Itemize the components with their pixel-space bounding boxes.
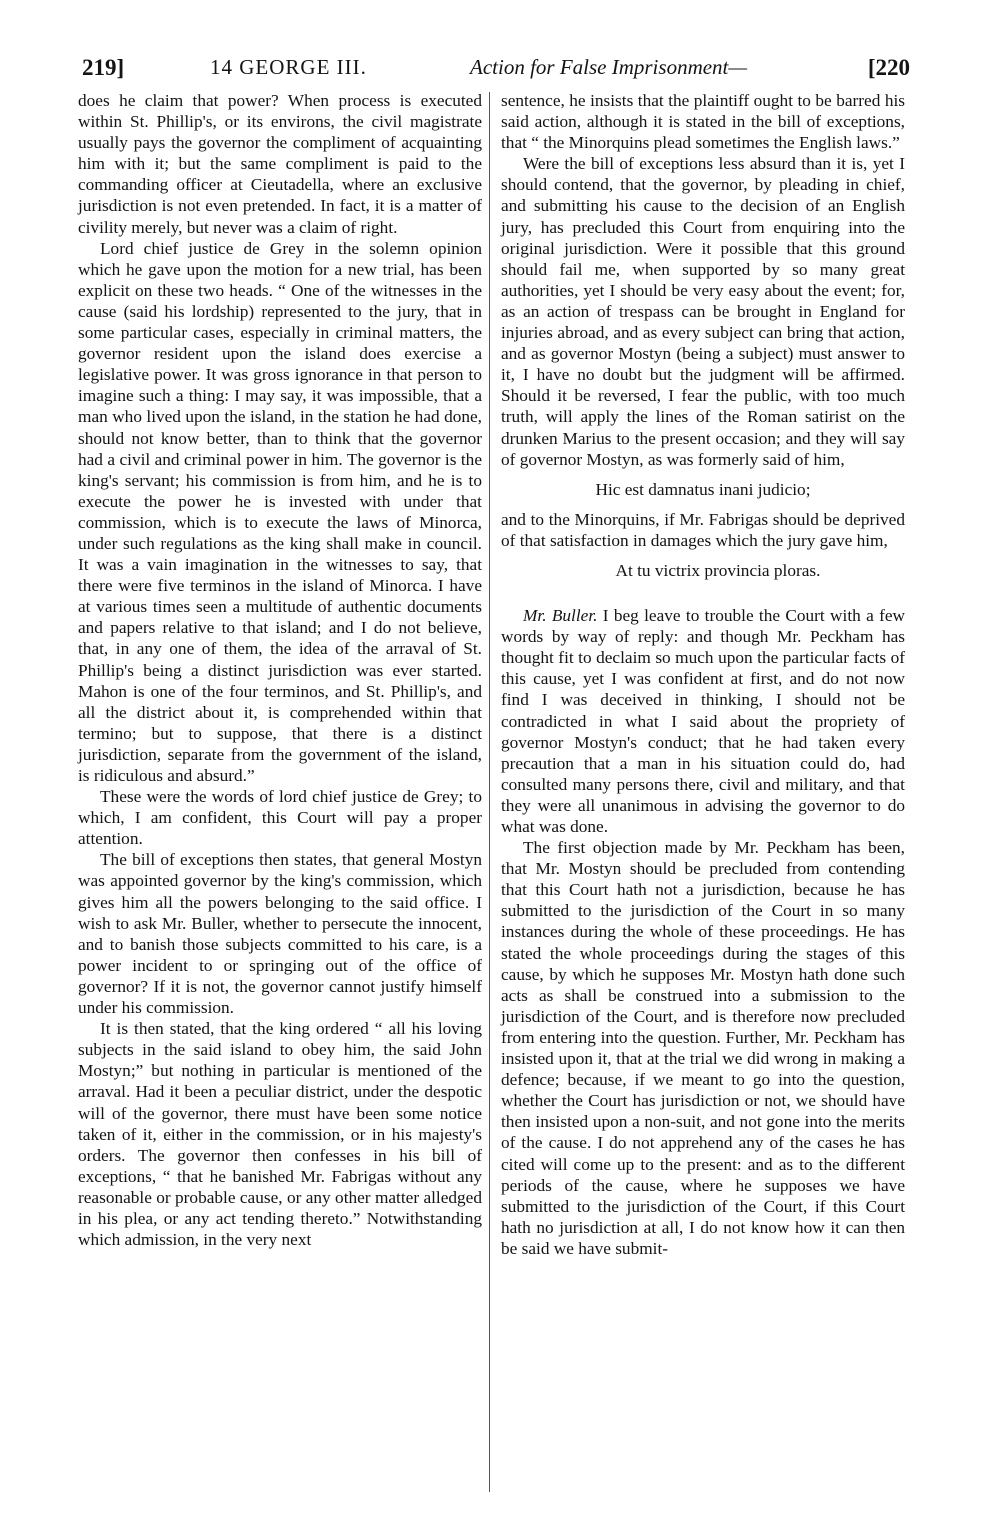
latin-verse-2: At tu victrix provincia ploras.: [615, 560, 821, 580]
left-paragraph-1: does he claim that power? When process is executed within St. Phillip's, or its environs, the civil magistrate usually pays the governor the compliment of acquainting him with it; but the same compliment is paid to the commanding officer at Cieutadella, where an exclusive jurisdiction is not even pretended. In fact, it is a matter of civility merely, but never was a claim of right.: [78, 91, 482, 237]
right-paragraph-4: [501, 605, 905, 837]
reign-heading: 14 GEORGE III.: [210, 55, 367, 79]
running-header: [72, 55, 910, 87]
speaker-text: I beg leave to trouble the Court with a few words by way of reply: and though Mr. Peckham has thought fit to declaim so much upon the particular facts of this cause, yet I was confident at first, and do not now find I was deceived in thinking, I should not be contradicted in what I said about the propriety of governor Mostyn's conduct; that he had taken every precaution that a man in his situation could do, had consulted many persons there, civil and military, and that they were all unanimous in advising the governor to do what was done.: [501, 606, 905, 836]
speaker-name: Mr. Buller.: [523, 606, 598, 626]
column-divider: [489, 92, 490, 1492]
right-column: [501, 90, 905, 1259]
latin-verse-1: Hic est damnatus inani judicio;: [595, 479, 811, 499]
running-title: Action for False Imprisonment—: [470, 55, 748, 79]
left-paragraph-5: It is then stated, that the king ordered “ all his loving subjects in the said island to obey him, the said John Mostyn;” but nothing in particular is mentioned of the arraval. Had it been a peculiar district, under the despotic will of the governor, there must have been some notice taken of it, either in the commission, or in his majesty's orders. The governor then confesses in his bill of exceptions, “ that he banished Mr. Fabrigas without any reasonable or probable cause, or any other matter alledged in his plea, or any act tending thereto.” Notwithstanding which admission, in the very next: [78, 1019, 482, 1250]
left-column: [78, 90, 482, 1250]
right-paragraph-1: sentence, he insists that the plaintiff ought to be barred his said action, although it is stated in the bill of exceptions, that “ the Minorquins plead sometimes the English laws.”: [501, 91, 905, 153]
page-number-left: 219]: [82, 55, 125, 80]
right-paragraph-3: and to the Minorquins, if Mr. Fabrigas should be deprived of that satisfaction in damages which the jury gave him,: [501, 509, 905, 550]
left-paragraph-2: Lord chief justice de Grey in the solemn opinion which he gave upon the motion for a new trial, has been explicit on these two heads. “ One of the witnesses in the cause (said his lordship) represented to the jury, that in some particular cases, especially in criminal matters, the governor resident upon the island does exercise a legislative power. It was gross ignorance in that person to imagine such a thing: I may say, it was impossible, that a man who lived upon the island, in the station he had done, should not know better, than to think that the governor had a civil and criminal power in him. The governor is the king's servant; his commission is from him, and he is to execute the power he is invested with under that commission, which is to execute the laws of Minorca, under such regulations as the king shall make in council. It was a vain imagination in the witnesses to say, that there were five terminos in the island of Minorca. I have at various times seen a multitude of authentic documents and papers relative to that island; and I do not believe, that, in any one of them, the idea of the arraval of St. Phillip's being a distinct jurisdiction was ever started. Mahon is one of the four terminos, and St. Phillip's, and all the district about it, is comprehended within that termino; but to suppose, that there is a distinct jurisdiction, separate from the government of the island, is ridiculous and absurd.”: [78, 238, 482, 785]
page-number-right: [220: [867, 55, 910, 80]
left-paragraph-3: These were the words of lord chief justice de Grey; to which, I am confident, this Court will pay a proper attention.: [78, 787, 482, 849]
left-paragraph-4: The bill of exceptions then states, that general Mostyn was appointed governor by the king's commission, which gives him all the powers belonging to the said office. I wish to ask Mr. Buller, whether to persecute the innocent, and to banish those subjects committed to his care, is a power incident to or springing out of the office of governor? If it is not, the governor cannot justify himself under his commission.: [78, 850, 482, 1018]
right-paragraph-5: The first objection made by Mr. Peckham has been, that Mr. Mostyn should be precluded from contending that this Court hath not a jurisdiction, because he has submitted to the jurisdiction of the Court in so many instances during the whole of these proceedings. He has stated the whole proceedings during the stages of this cause, by which he supposes Mr. Mostyn hath done such acts as shall be construed into a submission to the jurisdiction of the Court, and is therefore now precluded from entering into the question. Further, Mr. Peckham has insisted upon it, that at the trial we did wrong in making a defence; because, if we meant to go into the question, whether the Court has jurisdiction or not, we should have then insisted upon a non-suit, and not gone into the merits of the cause. I do not apprehend any of the cases he has cited will come up to the present: and as to the different periods of the cause, where he supposes we have submitted to the jurisdiction of the Court, if this Court hath no jurisdiction at all, I do not know how it can then be said we have submit-: [501, 838, 905, 1258]
right-paragraph-2: Were the bill of exceptions less absurd than it is, yet I should contend, that the governor, by pleading in chief, and submitting his cause to the decision of an English jury, has precluded this Court from enquiring into the original jurisdiction. Were it possible that this ground should fail me, when supported by so many great authorities, yet I should be very easy about the event; for, as an action of trespass can be brought in England for injuries abroad, and as every subject can bring that action, and as governor Mostyn (being a subject) must answer to it, I have no doubt but the judgment will be affirmed. Should it be reversed, I fear the public, with too much truth, will apply the lines of the Roman satirist on the drunken Marius to the present occasion; and they will say of governor Mostyn, as was formerly said of him,: [501, 154, 905, 469]
